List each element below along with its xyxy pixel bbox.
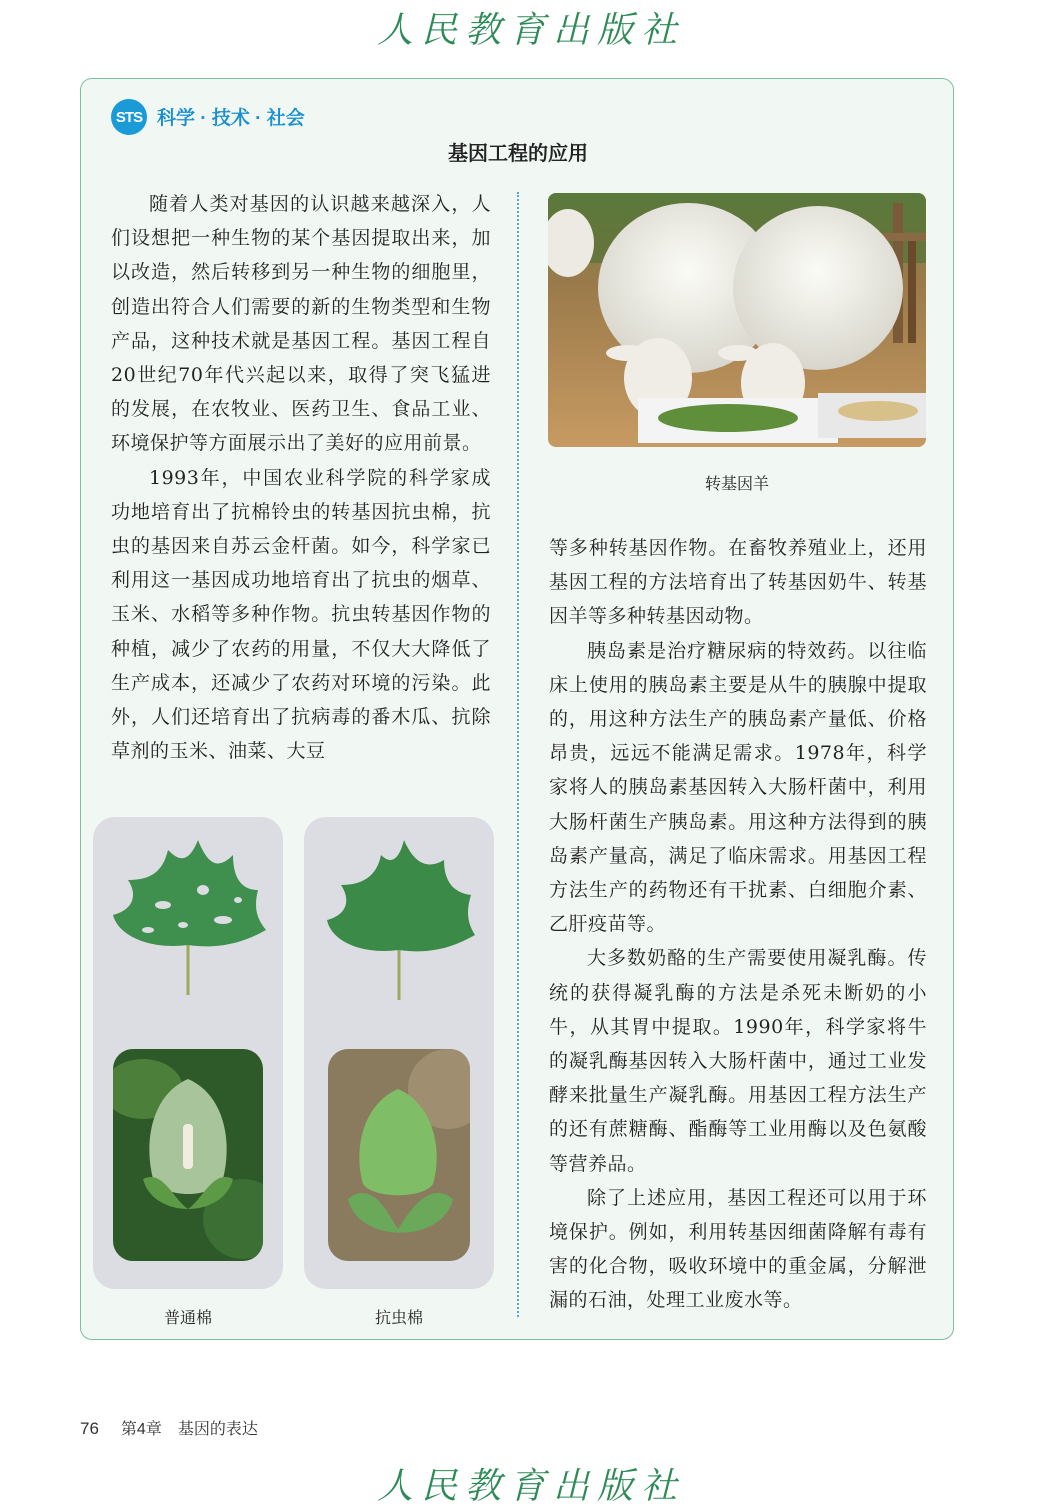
bt-cotton-panel bbox=[304, 817, 494, 1289]
paragraph: 1993年，中国农业科学院的科学家成功地培育出了抗棉铃虫的转基因抗虫棉，抗虫的基因来自苏云金杆菌。如今，科学家已利用这一基因成功地培育出了抗虫的烟草、玉米、水稻等多种作物。抗虫转基因作物的种植，减少了农药的用量，不仅大大降低了生产成本，还减少了农药对环境的污染。此外，人们还培育出了抗病毒的番木瓜、抗除草剂的玉米、油菜、大豆 bbox=[111, 466, 491, 763]
sts-section-label: 科学 · 技术 · 社会 bbox=[157, 108, 305, 129]
normal-cotton-panel bbox=[93, 817, 283, 1289]
article-title: 基因工程的应用 bbox=[448, 141, 588, 165]
sts-icon: STS bbox=[111, 99, 147, 135]
page-number: 76 bbox=[80, 1419, 99, 1438]
chapter-title: 基因的表达 bbox=[177, 1421, 258, 1438]
sts-box bbox=[80, 78, 954, 1340]
column-divider bbox=[517, 192, 519, 1317]
page-footer bbox=[80, 1416, 258, 1439]
chapter-number: 第4章 bbox=[120, 1421, 162, 1438]
normal-cotton-caption: 普通棉 bbox=[163, 1308, 212, 1327]
damaged-boll-photo bbox=[113, 1049, 263, 1261]
publisher-watermark-bottom: 人民教育出版社 bbox=[376, 1466, 685, 1507]
healthy-boll-photo bbox=[328, 1049, 470, 1261]
damaged-leaf-image bbox=[108, 835, 268, 1005]
paragraph: 随着人类对基因的认识越来越深入，人们设想把一种生物的某个基因提取出来，加以改造，然后转移到另一种生物的细胞里，创造出符合人们需要的新的生物类型和生物产品，这种技术就是基因工程。基因工程自20世纪70年代兴起以来，取得了突飞猛进的发展，在农牧业、医药卫生、食品工业、环境保护等方面展示出了美好的应用前景。 bbox=[111, 193, 491, 455]
transgenic-sheep-photo bbox=[548, 193, 926, 447]
healthy-leaf-image bbox=[319, 835, 479, 1005]
paragraph: 除了上述应用，基因工程还可以用于环境保护。例如，利用转基因细菌降解有毒有害的化合物，吸收环境中的重金属，分解泄漏的石油，处理工业废水等。 bbox=[549, 1186, 927, 1312]
sheep-caption: 转基因羊 bbox=[704, 474, 769, 493]
left-column-text bbox=[111, 187, 491, 768]
publisher-watermark-top: 人民教育出版社 bbox=[376, 10, 685, 51]
paragraph: 等多种转基因作物。在畜牧养殖业上，还用基因工程的方法培育出了转基因奶牛、转基因羊等多种转基因动物。 bbox=[549, 537, 927, 628]
right-column-text bbox=[549, 531, 927, 1318]
paragraph: 胰岛素是治疗糖尿病的特效药。以往临床上使用的胰岛素主要是从牛的胰腺中提取的，用这种方法生产的胰岛素产量低、价格昂贵，远远不能满足需求。1978年，科学家将人的胰岛素基因转入大肠杆菌中，利用大肠杆菌生产胰岛素。用这种方法得到的胰岛素产量高，满足了临床需求。用基因工程方法生产的药物还有干扰素、白细胞介素、乙肝疫苗等。 bbox=[549, 639, 927, 936]
bt-cotton-caption: 抗虫棉 bbox=[374, 1308, 423, 1327]
paragraph: 大多数奶酪的生产需要使用凝乳酶。传统的获得凝乳酶的方法是杀死未断奶的小牛，从其胃中提取。1990年，科学家将牛的凝乳酶基因转入大肠杆菌中，通过工业发酵来批量生产凝乳酶。用基因工程方法生产的还有蔗糖酶、酯酶等工业用酶以及色氨酸等营养品。 bbox=[549, 947, 927, 1175]
